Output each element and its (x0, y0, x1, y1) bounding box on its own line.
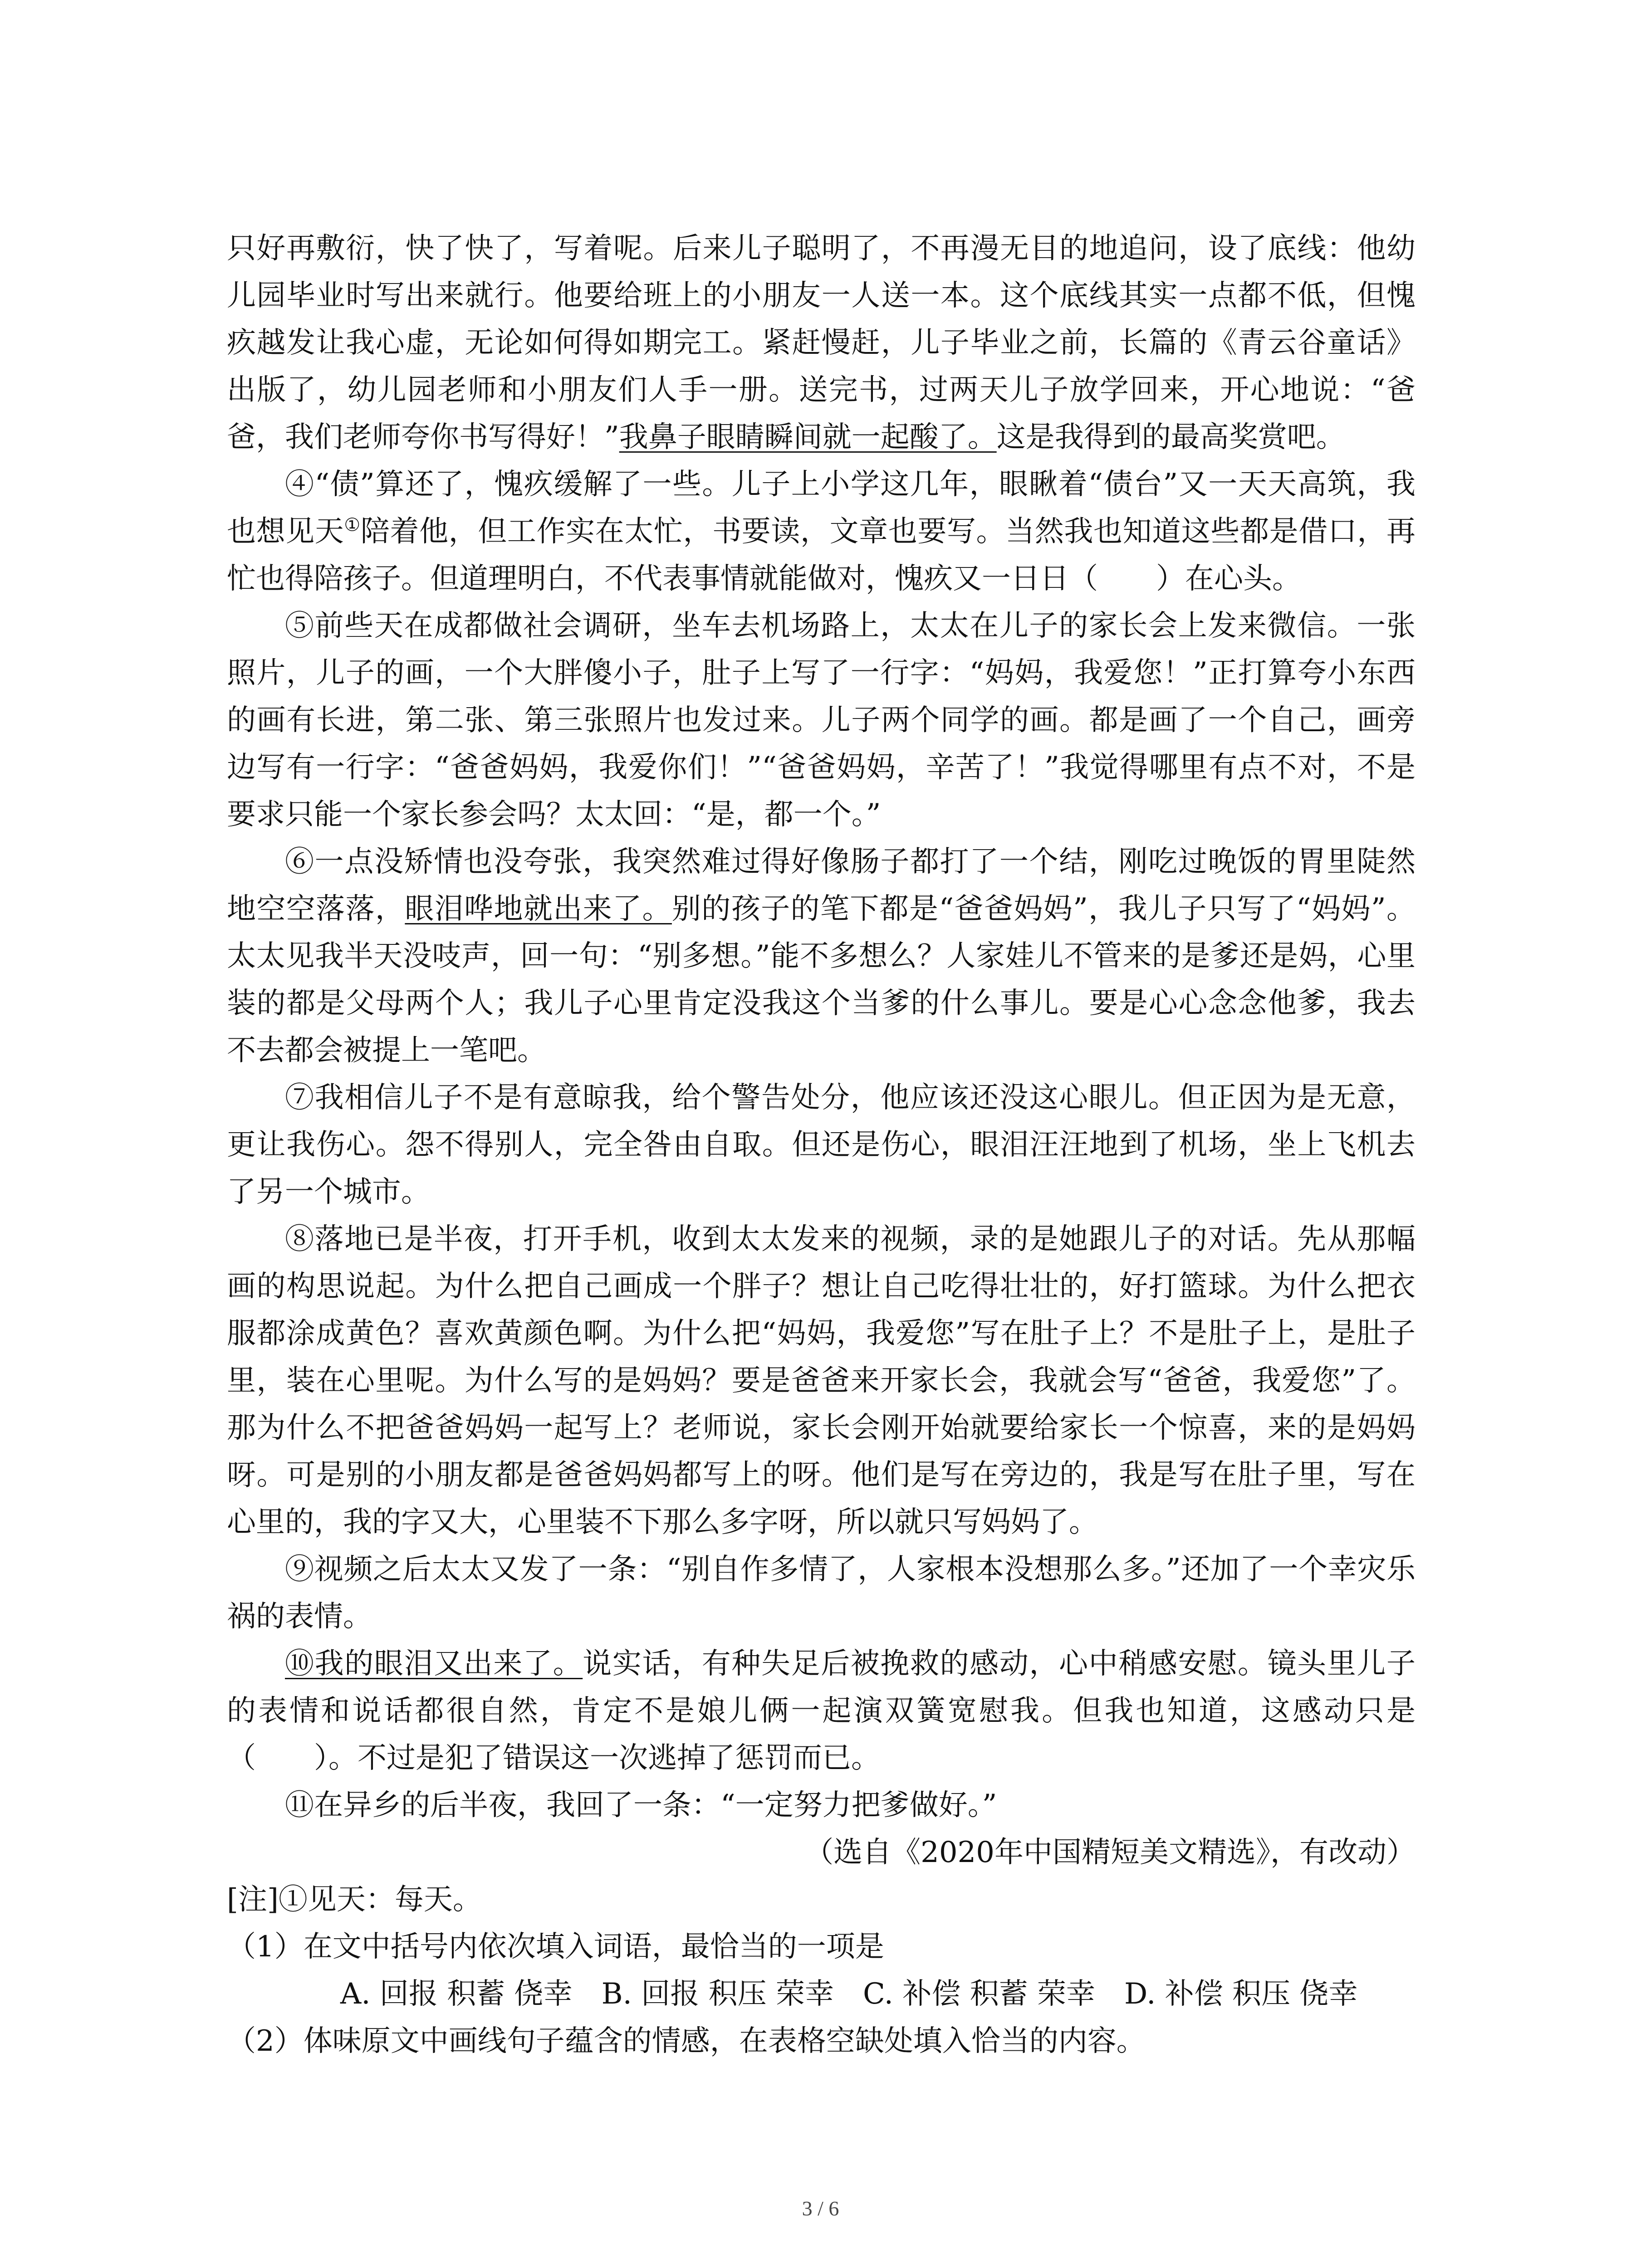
footnote: [注]①见天：每天。 (227, 1883, 482, 1916)
paragraph-text: ④“债”算还了，愧疚缓解了一些。儿子上小学这几年，眼瞅着“债台”又一天天高筑，我也想见天 (227, 468, 1416, 548)
question-1: （1）在文中括号内依次填入词语，最恰当的一项是 (227, 1930, 884, 1964)
paragraph-text: 只好再敷衍，快了快了，写着呢。后来儿子聪明了，不再漫无目的地追问，设了底线：他幼儿园毕业时写出来就行。他要给班上的小朋友一人送一本。这个底线其实一点都不低，但愧疚越发让我心虚，无论如何得如期完工。紧赶慢赶，儿子毕业之前，长篇的《青云谷童话》出版了，幼儿园老师和小朋友们人手一册。送完书，过两天儿子放学回来，开心地说：“爸爸，我们老师夸你书写得好！” (227, 232, 1416, 454)
paragraph-text: 说实话，有种失足后被挽救的感动，心中稍感安慰。镜头里儿子的表情和说话都很自然，肯定不是娘儿俩一起演双簧宽慰我。但我也知道，这感动只是（ ）。不过是犯了错误这一次逃掉了惩罚而已。 (227, 1647, 1416, 1775)
paragraph-5: ⑤前些天在成都做社会调研，坐车去机场路上，太太在儿子的家长会上发来微信。一张照片，儿子的画，一个大胖傻小子，肚子上写了一行字：“妈妈，我爱您！”正打算夸小东西的画有长进，第二张、第三张照片也发过来。儿子两个同学的画。都是画了一个自己，画旁边写有一行字：“爸爸妈妈，我爱你们！”“爸爸妈妈，辛苦了！”我觉得哪里有点不对，不是要求只能一个家长参会吗？太太回：“是，都一个。” (227, 609, 1416, 831)
paragraph-8: ⑧落地已是半夜，打开手机，收到太太发来的视频，录的是她跟儿子的对话。先从那幅画的构思说起。为什么把自己画成一个胖子？想让自己吃得壮壮的，好打篮球。为什么把衣服都涂成黄色？喜欢黄颜色啊。为什么把“妈妈，我爱您”写在肚子上？不是肚子上，是肚子里，装在心里呢。为什么写的是妈妈？要是爸爸来开家长会，我就会写“爸爸，我爱您”了。那为什么不把爸爸妈妈一起写上？老师说，家长会刚开始就要给家长一个惊喜，来的是妈妈呀。可是别的小朋友都是爸爸妈妈都写上的呀。他们是写在旁边的，我是写在肚子里，写在心里的，我的字又大，心里装不下那么多字呀，所以就只写妈妈了。 (227, 1222, 1416, 1539)
underlined-sentence-2: 眼泪哗地就出来了。 (405, 892, 672, 926)
paragraph-9: ⑨视频之后太太又发了一条：“别自作多情了，人家根本没想那么多。”还加了一个幸灾乐祸的表情。 (227, 1553, 1416, 1633)
paragraph-7: ⑦我相信儿子不是有意晾我，给个警告处分，他应该还没这心眼儿。但正因为是无意，更让我伤心。怨不得别人，完全咎由自取。但还是伤心，眼泪汪汪地到了机场，坐上飞机去了另一个城市。 (227, 1081, 1416, 1209)
paragraph-11: ⑪在异乡的后半夜，我回了一条：“一定努力把爹做好。” (285, 1789, 997, 1822)
paragraph-4 (227, 461, 1416, 602)
question-2: （2）体味原文中画线句子蕴含的情感，在表格空缺处填入恰当的内容。 (227, 2024, 1146, 2058)
source-citation: （选自《2020年中国精短美文精选》，有改动） (804, 1836, 1416, 1869)
question-1-options: A. 回报 积蓄 侥幸 B. 回报 积压 荣幸 C. 补偿 积蓄 荣幸 D. 补偿 积压 侥幸 (340, 1977, 1358, 2011)
page-number: 3 / 6 (802, 2197, 839, 2220)
paragraph-6 (227, 838, 1416, 1074)
paragraph-text: 陪着他，但工作实在太忙，书要读，文章也要写。当然我也知道这些都是借口，再忙也得陪孩子。但道理明白，不代表事情就能做对，愧疚又一日日（ ）在心头。 (227, 515, 1416, 596)
paragraph-text: 这是我得到的最高奖赏吧。 (996, 420, 1345, 454)
paragraph-10 (227, 1640, 1416, 1782)
underlined-sentence-1: 我鼻子眼睛瞬间就一起酸了。 (619, 420, 997, 454)
paragraph-text: ⑥一点没矫情也没夸张，我突然难过得好像肠子都打了一个结，刚吃过晚饭的胃里陡然地空空落落， (227, 845, 1416, 926)
footnote-marker: ① (344, 514, 361, 536)
underlined-sentence-3: ⑩我的眼泪又出来了。 (285, 1647, 583, 1681)
paragraph-text: 别的孩子的笔下都是“爸爸妈妈”，我儿子只写了“妈妈”。太太见我半天没吱声，回一句：“别多想。”能不多想么？人家娃儿不管来的是爹还是妈，心里装的都是父母两个人；我儿子心里肯定没我这个当爹的什么事儿。要是心心念念他爹，我去不去都会被提上一笔吧。 (227, 892, 1416, 1067)
article-body (227, 225, 1416, 2065)
paragraph-3-continued (227, 225, 1416, 461)
